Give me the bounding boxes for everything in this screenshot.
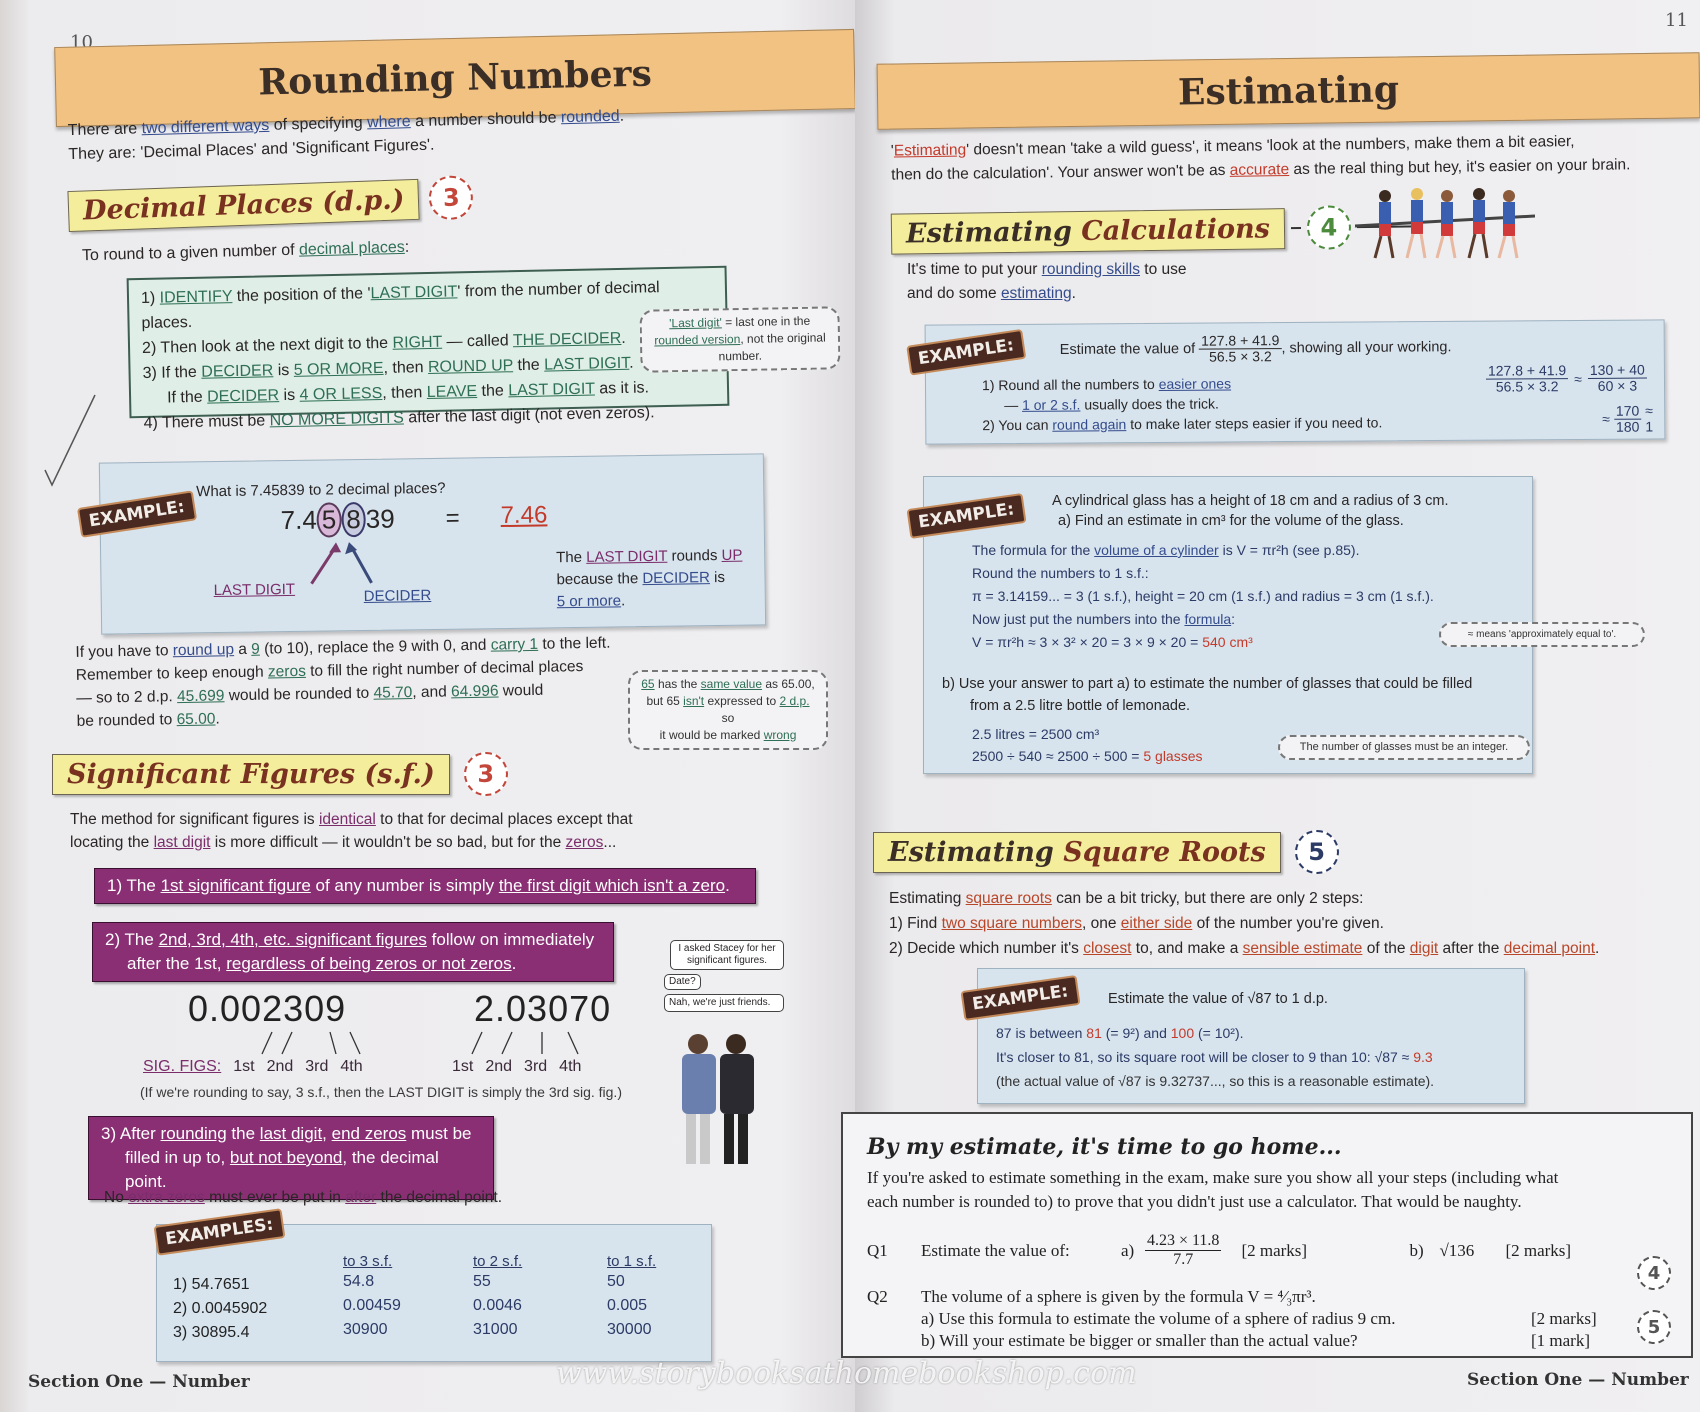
dp-heading-row <box>67 175 474 233</box>
cylinder-part-b: b) Use your answer to part a) to estimate the number of glasses that could be filled from a 2.5 litre bottle of lemonade. <box>942 676 1473 714</box>
exam-questions-box <box>841 1112 1693 1358</box>
sig-fig-pointer-lines-icon <box>250 1030 610 1056</box>
example-tag: EXAMPLE: <box>906 493 1026 539</box>
dp-example-number: 7.4 5 8 39 <box>280 502 394 539</box>
sig-figs-row-1: SIG. FIGS: 1st 2nd 3rd 4th <box>143 1058 363 1075</box>
intro-text-right: 'Estimating' doesn't mean 'take a wild guess', it means 'look at the numbers, make them a bit easier, then do the calculation'. Your answer won't be as accurate as the real thing but hey, it's easier on your brain. <box>890 133 1631 184</box>
sf-rule-3: 3) After rounding the last digit, end zeros must be filled in up to, but not beyond, the decimal point. <box>88 1116 494 1200</box>
sf-heading: Significant Figures (s.f.) <box>52 754 450 795</box>
right-page <box>855 0 1700 1412</box>
dp-rule-3: 3) If the DECIDER is 5 OR MORE, then ROUND UP the LAST DIGIT. <box>142 354 634 382</box>
calc-heading-row <box>891 204 1417 255</box>
sf-examples-box <box>156 1214 712 1362</box>
exam-q2: Q2 The volume of a sphere is given by the formula V = ⁴⁄₃πr³. a) Use this formula to estimate the volume of a sphere of radius 9 cm. [2 marks] b) Will your estimate be bigger or smaller than the actual value? [1 mark] <box>867 1287 1597 1350</box>
page-title-left: Rounding Numbers <box>257 52 653 104</box>
calc-example-question: Estimate the value of $\frac{127.8 + 41.9}{56.5 \times 3.2}$ , showing all your working. <box>1059 332 1452 365</box>
calc-example-steps: 1) Round all the numbers to easier ones — 1 or 2 s.f. usually does the trick. 2) You can round again to make later steps easier if you need to. <box>981 375 1383 434</box>
tug-of-war-illustration-icon <box>1355 186 1535 266</box>
cartoon-men-illustration-icon <box>668 1030 778 1170</box>
cylinder-part-b-working: 2.5 litres = 2500 cm³ 2500 ÷ 540 ≈ 2500 ÷ 500 = 5 glasses <box>972 726 1203 764</box>
table-row: 2) 0.0045902 0.00459 0.0046 0.005 <box>173 1297 648 1317</box>
page-title-right: Estimating <box>1177 68 1400 114</box>
sqrt-question: Estimate the value of √87 to 1 d.p. <box>1108 991 1328 1007</box>
sf-rule-2: 2) The 2nd, 3rd, 4th, etc. significant figures follow on immediately after the 1st, regardless of being zeros or not zeros. <box>92 922 614 982</box>
sf-number-2: 2.03070 <box>474 988 612 1029</box>
footer-right: Section One — Number <box>1467 1370 1689 1390</box>
grade-badge-icon: 3 <box>429 175 475 221</box>
exam-box-title: By my estimate, it's time to go home... <box>867 1134 1342 1160</box>
calc-example-working: $\frac{127.8 + 41.9}{56.5 \times 3.2}$ ≈ $\frac{130 + 40}{60 \times 3}$ <box>1486 363 1647 395</box>
carry-text: If you have to round up a 9 (to 10), replace the 9 with 0, and carry 1 to the left. Remember to keep enough zeros to fill the right number of decimal places — so to 2 d.p. 45.699 would be rounded to 45.70, and 64.996 would be rounded to 65.00. <box>75 634 611 730</box>
page-number-right: 11 <box>1665 10 1688 31</box>
sqrt-example-box <box>971 968 1525 1104</box>
examples-tag: EXAMPLES: <box>154 1208 286 1256</box>
integer-note: The number of glasses must be an integer. <box>1278 735 1530 760</box>
65-note: 65 has the same value as 65.00, but 65 isn't expressed to 2 d.p. so it would be marked wrong <box>628 670 828 750</box>
cartoon-speech: I asked Stacey for her significant figures. Date? Nah, we're just friends. <box>664 940 784 1012</box>
intro-text-left: There are two different ways of specifying where a number should be rounded. They are: 'Decimal Places' and 'Significant Figures'. <box>67 107 625 164</box>
dp-rules-box <box>127 266 730 432</box>
grade-badge-icon: 4 <box>1637 1256 1671 1290</box>
calc-heading: Estimating Calculations <box>891 208 1285 254</box>
dp-rule-2: 2) Then look at the next digit to the RIGHT — called THE DECIDER. <box>141 329 626 357</box>
sf-note: (If we're rounding to say, 3 s.f., then the LAST DIGIT is simply the 3rd sig. fig.) <box>140 1084 622 1100</box>
pencil-check-mark-icon <box>40 390 100 490</box>
last-digit-note: 'Last digit' = last one in the rounded version, not the original number. <box>639 306 840 372</box>
calc-lead: It's time to put your rounding skills to use and do some estimating. <box>907 261 1187 302</box>
exam-q1: Q1 Estimate the value of: a) $\frac{4.23 \times 11.8}{7.7}$ [2 marks] b) √136 [2 marks] <box>867 1232 1572 1268</box>
watermark: www.storybooksathomebookshop.com <box>556 1356 1137 1391</box>
cylinder-question: A cylindrical glass has a height of 18 cm and a radius of 3 cm. a) Find an estimate in cm³ for the volume of the glass. <box>1052 493 1449 529</box>
decider-circle: 8 <box>341 502 366 537</box>
table-row: 1) 54.7651 54.8 55 50 <box>173 1273 625 1293</box>
dp-example-box <box>87 453 766 634</box>
dp-rule-1: 1) IDENTIFY the position of the 'LAST DIGIT' from the number of decimal places. <box>140 279 660 332</box>
last-digit-label: LAST DIGIT <box>213 580 296 600</box>
last-digit-circle: 5 <box>317 502 342 537</box>
dp-rule-3b: If the DECIDER is 4 OR LESS, then LEAVE the LAST DIGIT as it is. <box>166 379 650 407</box>
sqrt-heading-row <box>873 830 1339 874</box>
title-banner-right <box>877 52 1700 129</box>
table-row: 3) 30895.4 30900 31000 30000 <box>173 1321 652 1341</box>
calc-example-box <box>916 319 1666 444</box>
sqrt-heading: Estimating Square Roots <box>873 832 1281 873</box>
sf-examples-table <box>173 1253 707 1342</box>
example-tag: EXAMPLE: <box>77 490 197 537</box>
arrows-icon <box>291 537 412 589</box>
dp-lead: To round to a given number of decimal places: <box>81 238 410 265</box>
example-tag: EXAMPLE: <box>960 975 1080 1021</box>
dp-rule-4: 4) There must be NO MORE DIGITS after the last digit (not even zeros). <box>143 404 655 432</box>
dp-example-answer: 7.46 <box>500 501 548 530</box>
dp-example-explain: The LAST DIGIT rounds UP because the DECIDER is 5 or more. <box>556 546 743 611</box>
sqrt-working: 87 is between 81 (= 9²) and 100 (= 10²). It's closer to 81, so its square root will be closer to 9 than 10: √87 ≈ 9.3 (the actual value of √87 is 9.32737..., so this is a reasonable estimate). <box>996 1025 1435 1089</box>
calc-example-result: ≈ $\frac{170}{180}$ ≈ 1 <box>1602 402 1654 435</box>
approx-note: ≈ means 'approximately equal to'. <box>1439 622 1645 647</box>
page-number-left: 10 <box>70 32 93 53</box>
dp-example-question: What is 7.45839 to 2 decimal places? <box>196 479 446 501</box>
grade-badge-icon: 5 <box>1637 1310 1671 1344</box>
sf-heading-row <box>52 752 508 796</box>
dp-heading: Decimal Places (d.p.) <box>67 178 420 231</box>
sqrt-steps: Estimating square roots can be a bit tricky, but there are only 2 steps: 1) Find two square numbers, one either side of the number you're given. 2) Decide which number it's closest to, and make a sensible estimate of the digit after the decimal point. <box>889 890 1600 957</box>
sf-intro: The method for significant figures is identical to that for decimal places except that locating the last digit is more difficult — it wouldn't be so bad, but for the zeros... <box>70 811 633 851</box>
equals-sign: = <box>445 504 460 532</box>
grade-badge-icon: 5 <box>1295 830 1339 874</box>
sig-figs-row-2: 1st 2nd 3rd 4th <box>452 1058 582 1075</box>
exam-box-text: If you're asked to estimate something in the exam, make sure you show all your steps (including what each number is rounded to) to prove that you didn't just use a calculator. That would be naughty. <box>867 1168 1559 1211</box>
footer-left: Section One — Number <box>28 1372 250 1392</box>
cylinder-working: The formula for the volume of a cylinder is V = πr²h (see p.85). Round the numbers to 1 s.f.: π = 3.14159... = 3 (1 s.f.), height = 20 cm (1 s.f.) and radius = 3 cm (1 s.f.). Now just put the numbers into the formula: V = πr²h ≈ 3 × 3² × 20 = 3 × 9 × 20 = 540 cm³ <box>972 542 1434 650</box>
grade-badge-icon: 4 <box>1307 205 1352 250</box>
no-extra-zeros-text: No extra zeros must ever be put in after the decimal point. <box>104 1189 503 1206</box>
table-header-row: to 3 s.f. to 2 s.f. to 1 s.f. <box>343 1253 657 1270</box>
sf-rule-1: 1) The 1st significant figure of any number is simply the first digit which isn't a zero. <box>94 868 756 904</box>
sf-number-1: 0.002309 <box>188 988 347 1029</box>
example-tag: EXAMPLE: <box>906 329 1026 376</box>
decider-label: DECIDER <box>363 587 432 605</box>
grade-badge-icon: 3 <box>464 752 508 796</box>
